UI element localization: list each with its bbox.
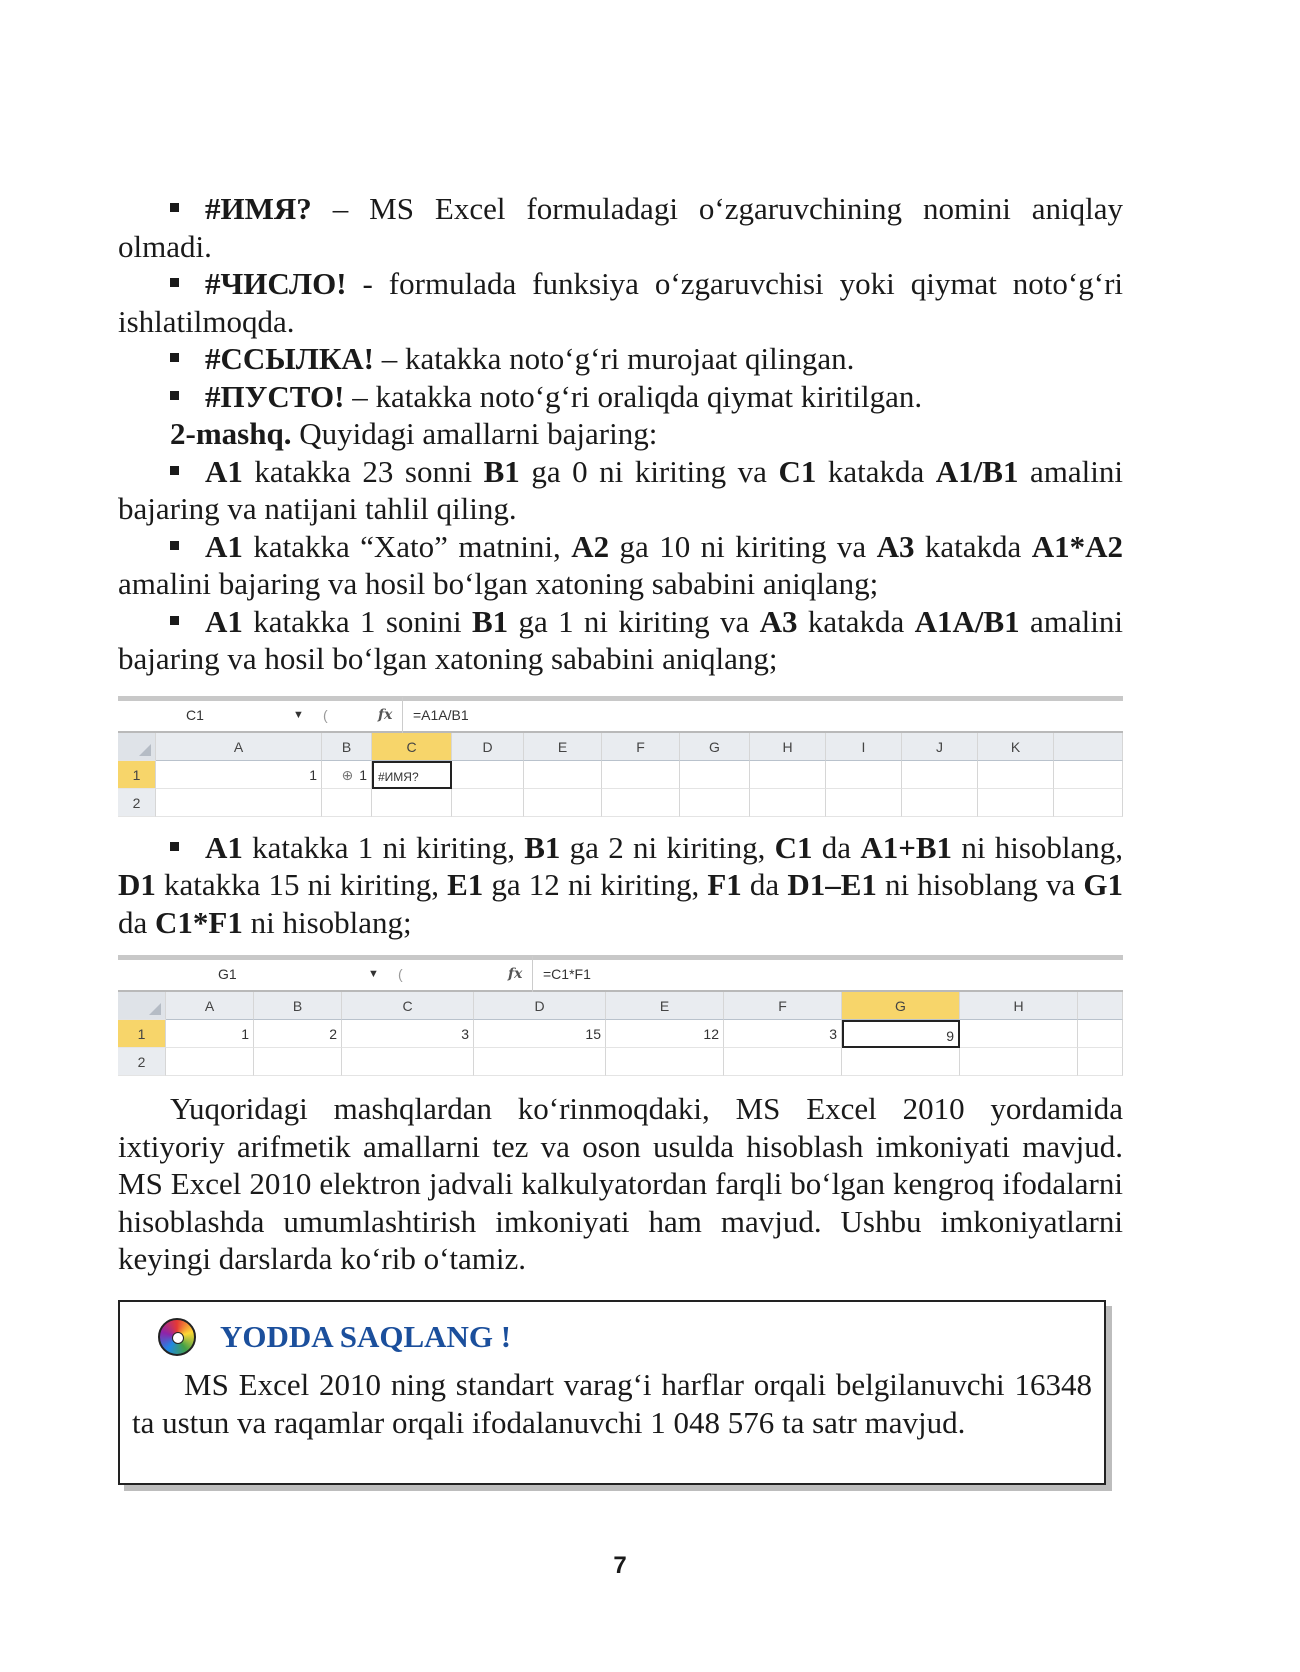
column-header[interactable]: E (606, 992, 724, 1020)
cell[interactable] (524, 761, 602, 789)
callout-header (132, 1312, 1092, 1362)
column-header[interactable]: B (254, 992, 342, 1020)
cancel-icon[interactable]: ( (398, 966, 403, 983)
column-header[interactable]: F (602, 733, 680, 761)
cell[interactable] (166, 1048, 254, 1076)
cell[interactable] (978, 789, 1054, 817)
remember-callout (118, 1300, 1106, 1485)
column-header[interactable]: A (166, 992, 254, 1020)
cell[interactable] (156, 789, 322, 817)
cell[interactable] (680, 789, 750, 817)
callout-text: MS Excel 2010 ning standart varag‘i harflar orqali belgilanuvchi 16348 ta ustun va raqamlar orqali ifodalanuvchi 1 048 576 ta satr mavjud. (132, 1367, 1092, 1440)
row-header[interactable]: 1 (118, 761, 156, 789)
task-1: A1 katakka 23 sonni B1 ga 0 ni kiriting va C1 katakda A1/B1 amalini bajaring va natijani tahlil qiling. (118, 453, 1123, 526)
cell[interactable] (342, 1048, 474, 1076)
formula-input[interactable]: =C1*F1 (532, 956, 591, 994)
row-header[interactable]: 1 (118, 1020, 166, 1048)
column-header[interactable]: K (978, 733, 1054, 761)
excel-screenshot-1 (118, 696, 1123, 817)
cell[interactable] (1078, 1048, 1123, 1076)
column-header[interactable]: D (452, 733, 524, 761)
cell[interactable] (452, 761, 524, 789)
disc-icon (158, 1318, 196, 1356)
column-header[interactable]: J (902, 733, 978, 761)
sheet-grid (118, 992, 1123, 1076)
callout-title: YODDA SAQLANG ! (220, 1319, 512, 1354)
cell[interactable] (1054, 789, 1123, 817)
column-header[interactable]: I (826, 733, 902, 761)
column-header[interactable]: C (372, 733, 452, 761)
cell[interactable] (680, 761, 750, 789)
error-bullet-name: #ИМЯ? – MS Excel formuladagi o‘zgaruvchining nomini aniqlay olmadi. (118, 191, 1123, 264)
row-header[interactable]: 2 (118, 789, 156, 817)
bullet-marker (170, 616, 179, 625)
cell[interactable] (842, 1048, 960, 1076)
column-header[interactable]: F (724, 992, 842, 1020)
formula-bar (118, 701, 1123, 733)
cell-c1[interactable]: 3 (342, 1020, 474, 1048)
page-body (118, 190, 1123, 1278)
task-2: A1 katakka “Xato” matnini, A2 ga 10 ni kiriting va A3 katakda A1*A2 amalini bajaring va hosil bo‘lgan xatoning sababini aniqlang; (118, 528, 1124, 601)
select-all-corner[interactable] (118, 992, 166, 1020)
cell-e1[interactable]: 12 (606, 1020, 724, 1048)
chevron-down-icon[interactable]: ▼ (368, 968, 379, 981)
cell[interactable] (602, 789, 680, 817)
bullet-marker (170, 541, 179, 550)
bullet-marker (170, 353, 179, 362)
bullet-marker (170, 466, 179, 475)
bullet-marker (170, 842, 179, 851)
column-header[interactable]: H (750, 733, 826, 761)
page-number: 7 (613, 1552, 627, 1579)
cell[interactable] (960, 1020, 1078, 1048)
column-header-filler (1054, 733, 1123, 761)
excel-screenshot-2 (118, 955, 1123, 1076)
column-header[interactable]: C (342, 992, 474, 1020)
error-bullet-ref: #ССЫЛКА! – katakka noto‘g‘ri murojaat qilingan. (118, 340, 1123, 378)
cell[interactable] (978, 761, 1054, 789)
task-3: A1 katakka 1 sonini B1 ga 1 ni kiriting va A3 katakda A1A/B1 amalini bajaring va hosil bo‘lgan xatoning sababini aniqlang; (118, 603, 1124, 676)
cell[interactable] (826, 789, 902, 817)
cell[interactable] (254, 1048, 342, 1076)
row-header[interactable]: 2 (118, 1048, 166, 1076)
error-bullet-number: #ЧИСЛО! - formulada funksiya o‘zgaruvchisi yoki qiymat noto‘g‘ri ishlatilmoqda. (118, 266, 1123, 339)
summary-paragraph: Yuqoridagi mashqlardan ko‘rinmoqdaki, MS Excel 2010 yordamida ixtiyoriy arifmetik amallarni tez va oson usulda hisoblash imkoniyati mavjud. MS Excel 2010 elektron jadvali kalkulyatordan farqli bo‘lgan kengroq ifodalarni hisoblashda umumlashtirish imkoniyati ham mavjud. Ushbu imkoniyatlarni keyingi darslarda ko‘rib o‘tamiz. (118, 1091, 1123, 1276)
cell-c1[interactable]: #ИМЯ? (372, 761, 452, 789)
cell[interactable] (960, 1048, 1078, 1076)
name-box[interactable]: G1 (218, 966, 237, 983)
fx-icon[interactable]: fx (508, 966, 523, 983)
cell[interactable] (474, 1048, 606, 1076)
cell-b1[interactable]: ⊕ 1 (322, 761, 372, 789)
column-header[interactable]: A (156, 733, 322, 761)
column-header[interactable]: B (322, 733, 372, 761)
cell[interactable] (750, 761, 826, 789)
cell[interactable] (902, 761, 978, 789)
cell[interactable] (372, 789, 452, 817)
task-4: A1 katakka 1 ni kiriting, B1 ga 2 ni kiriting, C1 da A1+B1 ni hisoblang, D1 katakka 15 ni kiriting, E1 ga 12 ni kiriting, F1 da D1–E1 ni hisoblang va G1 da C1*F1 ni hisoblang; (118, 829, 1123, 940)
column-header[interactable]: G (680, 733, 750, 761)
cell-a1[interactable]: 1 (156, 761, 322, 789)
column-header[interactable]: D (474, 992, 606, 1020)
cell[interactable] (902, 789, 978, 817)
bullet-marker (170, 203, 179, 212)
cell[interactable] (524, 789, 602, 817)
cell[interactable] (724, 1048, 842, 1076)
column-header-filler (1078, 992, 1123, 1020)
exercise-heading: 2-mashq. Quyidagi amallarni bajaring: (170, 416, 658, 451)
cell[interactable] (826, 761, 902, 789)
cell-g1[interactable]: 9 (842, 1020, 960, 1048)
error-indicator-icon[interactable]: ⊕ (341, 766, 354, 783)
column-header[interactable]: H (960, 992, 1078, 1020)
name-box[interactable]: C1 (186, 706, 204, 723)
cell-a1[interactable]: 1 (166, 1020, 254, 1048)
sheet-grid (118, 733, 1123, 817)
fx-icon[interactable]: fx (378, 706, 393, 723)
cell[interactable] (750, 789, 826, 817)
bullet-marker (170, 391, 179, 400)
cell[interactable] (1054, 761, 1123, 789)
cell-b1[interactable]: 2 (254, 1020, 342, 1048)
cell-d1[interactable]: 15 (474, 1020, 606, 1048)
cell[interactable] (452, 789, 524, 817)
column-header[interactable]: G (842, 992, 960, 1020)
cell[interactable] (602, 761, 680, 789)
select-all-corner[interactable] (118, 733, 156, 761)
formula-input[interactable]: =A1A/B1 (402, 697, 469, 735)
column-header[interactable]: E (524, 733, 602, 761)
cell[interactable] (1078, 1020, 1123, 1048)
cell-f1[interactable]: 3 (724, 1020, 842, 1048)
cancel-icon[interactable]: ( (323, 706, 328, 723)
error-bullet-null: #ПУСТО! – katakka noto‘g‘ri oraliqda qiymat kiritilgan. (118, 378, 1123, 416)
chevron-down-icon[interactable]: ▼ (293, 708, 304, 721)
formula-bar (118, 960, 1123, 992)
cell[interactable] (606, 1048, 724, 1076)
bullet-marker (170, 278, 179, 287)
cell[interactable] (322, 789, 372, 817)
